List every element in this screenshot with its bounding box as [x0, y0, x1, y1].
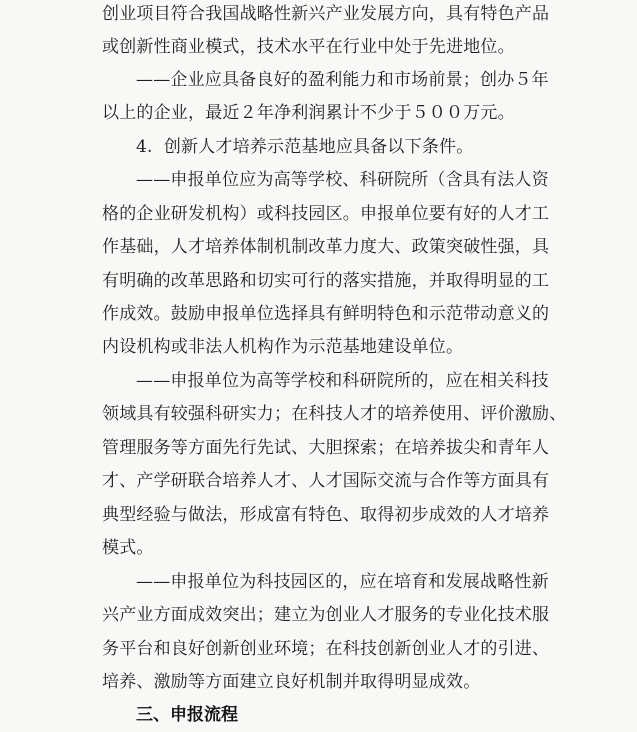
text-line-21: 培养、激励等方面建立良好机制并取得明显成效。: [102, 672, 481, 692]
text-line-16: 典型经验与做法，形成富有特色、取得初步成效的人才培养: [102, 505, 550, 525]
text-line-9: 有明确的改革思路和切实可行的落实措施，并取得明显的工: [102, 271, 550, 291]
text-line-4: 以上的企业，最近２年净利润累计不少于５００万元。: [102, 103, 515, 123]
text-line-3: ——企业应具备良好的盈利能力和市场前景；创办５年: [136, 70, 549, 90]
text-line-2: 或创新性商业模式，技术水平在行业中处于先进地位。: [102, 37, 515, 57]
text-line-6: ——申报单位应为高等学校、科研院所（含具有法人资: [136, 170, 549, 190]
text-line-19: 兴产业方面成效突出；建立为创业人才服务的专业化技术服: [102, 605, 550, 625]
text-line-18: ——申报单位为科技园区的，应在培育和发展战略性新: [136, 572, 549, 592]
text-line-12: ——申报单位为高等学校和科研院所的，应在相关科技: [136, 371, 549, 391]
text-line-20: 务平台和良好创新创业环境；在科技创新创业人才的引进、: [102, 639, 550, 659]
text-line-8: 作基础，人才培养体制机制改革力度大、政策突破性强，具: [102, 237, 550, 257]
text-line-7: 格的企业研发机构）或科技园区。申报单位要有好的人才工: [102, 204, 550, 224]
text-line-15: 才、产学研联合培养人才、人才国际交流与合作等方面具有: [102, 471, 550, 491]
text-line-5: 4. 创新人才培养示范基地应具备以下条件。: [136, 137, 474, 157]
text-line-13: 领域具有较强科研实力；在科技人才的培养使用、评价激励、: [102, 404, 567, 424]
text-line-11: 内设机构或非法人机构作为示范基地建设单位。: [102, 337, 464, 357]
text-line-17: 模式。: [102, 538, 154, 558]
text-line-14: 管理服务等方面先行先试、大胆探索；在培养拔尖和青年人: [102, 438, 550, 458]
text-line-1: 创业项目符合我国战略性新兴产业发展方向，具有特色产品: [102, 4, 550, 24]
section-heading: 三、申报流程: [136, 705, 238, 725]
text-line-10: 作成效。鼓励申报单位选择具有鲜明特色和示范带动意义的: [102, 304, 550, 324]
